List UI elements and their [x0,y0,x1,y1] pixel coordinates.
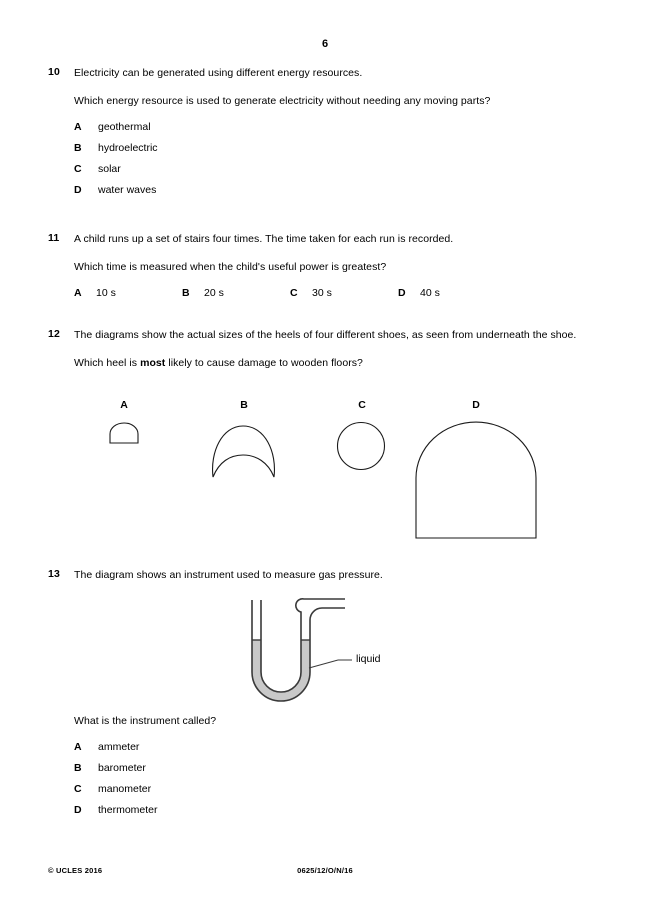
question-12-stem: The diagrams show the actual sizes of the heels of four different shoes, as seen from underneath the shoe. [74,329,577,341]
question-11-number: 11 [48,232,60,244]
question-13-number: 13 [48,568,60,580]
option-text: hydroelectric [98,142,158,154]
question-10-number: 10 [48,66,60,78]
option-text: geothermal [98,121,151,133]
option-text: 20 s [204,287,224,299]
option-text: manometer [98,783,152,795]
heel-label-b: B [240,399,248,411]
option-letter: A [74,741,82,753]
option-letter: B [74,142,82,154]
question-11-stem: A child runs up a set of stairs four times. The time taken for each run is recorded. [74,233,454,245]
option-letter: D [398,287,406,299]
heel-label-a: A [120,399,128,411]
option-letter: B [182,287,190,299]
option-letter: D [74,804,82,816]
option-text: 40 s [420,287,440,299]
option-letter: B [74,762,82,774]
option-row[interactable] [74,783,608,795]
option-row[interactable] [74,762,608,774]
question-12-number: 12 [48,328,60,340]
page-number: 6 [321,38,329,50]
option-text: 30 s [312,287,332,299]
question-12-sub-part2: likely to cause damage to wooden floors? [165,357,363,369]
option-text: 10 s [96,287,116,299]
question-11-sub: Which time is measured when the child's useful power is greatest? [74,261,387,273]
option-letter: C [74,163,82,175]
option-letter: A [74,121,82,133]
footer-paper-code: 0625/12/O/N/16 [297,866,353,875]
option-text: thermometer [98,804,158,816]
option-text: solar [98,163,121,175]
liquid-label: liquid [356,653,381,665]
option-text: ammeter [98,741,140,753]
question-10-sub: Which energy resource is used to generate electricity without needing any moving parts? [74,95,491,107]
heel-label-d: D [472,399,480,411]
option-text: barometer [98,762,146,774]
question-13-stem: The diagram shows an instrument used to measure gas pressure. [74,569,383,581]
option-letter: A [74,287,82,299]
footer-copyright: © UCLES 2016 [48,866,103,875]
question-12-sub-part1: Which heel is [74,357,141,369]
option-row[interactable] [74,741,608,753]
question-13-options [74,741,608,816]
option-letter: C [290,287,298,299]
option-text: water waves [98,184,157,196]
question-13-sub: What is the instrument called? [74,715,217,727]
heel-label-c: C [358,399,366,411]
option-row[interactable] [74,804,608,816]
option-letter: C [74,783,82,795]
liquid-leader-line-diagonal [309,660,338,668]
option-letter: D [74,184,82,196]
question-10-stem: Electricity can be generated using different energy resources. [74,67,363,79]
question-13-answer-block [48,714,608,825]
question-12-sub-emphasis: most [140,357,166,369]
